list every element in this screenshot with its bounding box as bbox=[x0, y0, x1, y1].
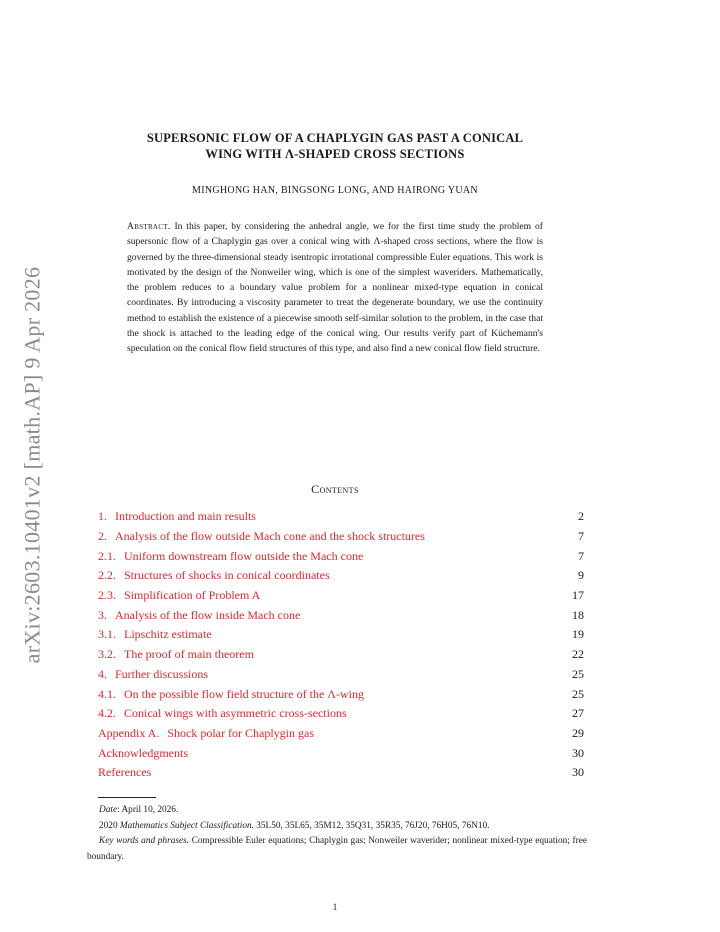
toc-link[interactable] bbox=[98, 588, 260, 603]
page-number: 1 bbox=[332, 902, 338, 912]
abstract bbox=[127, 219, 543, 357]
table-of-contents bbox=[98, 507, 584, 783]
toc-section-title: The proof of main theorem bbox=[124, 647, 254, 662]
toc-section-title: Shock polar for Chaplygin gas bbox=[167, 725, 314, 740]
abstract-text: In this paper, by considering the anhedral angle, we for the first time study the problem of supersonic flow of a Chaplygin gas over a conical wing with Λ-shaped cross sections, where the flow is governed by the three-dimensional steady isentropic irrotational compressible Euler equations. This work is motivated by the design of the Nonweiler wing, which is one of the simplest waveriders. Mathematically, the problem reduces to a boundary value problem for a nonlinear mixed-type equation in conical coordinates. By introducing a viscosity parameter to treat the degenerate boundary, we use the continuity method to establish the existence of a piecewise smooth self-similar solution to the problem, in the case that the shock is attached to the leading edge of the conical wing. Our results verify part of Küchemann's speculation on the conical flow field structures of this type, and also find a new conical flow field structure. bbox=[127, 221, 543, 355]
toc-link[interactable] bbox=[98, 509, 256, 524]
toc-link[interactable] bbox=[98, 549, 363, 564]
toc-row bbox=[98, 527, 584, 547]
toc-link[interactable] bbox=[98, 647, 254, 662]
toc-section-number: 2.2. bbox=[98, 568, 116, 583]
footnote-keywords bbox=[87, 834, 587, 865]
toc-section-title: Simplification of Problem A bbox=[124, 588, 261, 603]
toc-section-title: Analysis of the flow inside Mach cone bbox=[115, 607, 301, 622]
toc-row bbox=[98, 507, 584, 527]
toc-row bbox=[98, 704, 584, 724]
toc-link[interactable] bbox=[98, 726, 314, 741]
toc-section-number: 4. bbox=[98, 666, 107, 681]
toc-section-title: Introduction and main results bbox=[115, 509, 256, 524]
toc-section-title: On the possible flow field structure of the Λ-wing bbox=[124, 686, 364, 701]
toc-section-title: References bbox=[98, 765, 152, 780]
toc-row bbox=[98, 665, 584, 685]
toc-page-number: 18 bbox=[572, 607, 584, 622]
contents-heading: Contents bbox=[311, 482, 359, 496]
date-value: : April 10, 2026. bbox=[117, 805, 179, 815]
title-line-1: SUPERSONIC FLOW OF A CHAPLYGIN GAS PAST A CONICAL bbox=[146, 131, 524, 145]
toc-row bbox=[98, 763, 584, 783]
paper-title bbox=[82, 130, 588, 162]
toc-section-number: 2.1. bbox=[98, 548, 116, 563]
toc-section-number: 2. bbox=[98, 529, 107, 544]
toc-section-title: Uniform downstream flow outside the Mach cone bbox=[124, 548, 364, 563]
toc-page-number: 25 bbox=[572, 666, 584, 681]
toc-page-number: 22 bbox=[572, 647, 584, 662]
toc-row bbox=[98, 605, 584, 625]
toc-section-title: Analysis of the flow outside Mach cone and the shock structures bbox=[115, 529, 425, 544]
toc-link[interactable] bbox=[98, 706, 347, 721]
toc-section-title: Further discussions bbox=[115, 666, 208, 681]
footnote-date bbox=[87, 803, 587, 819]
toc-section-number: 2.3. bbox=[98, 588, 116, 603]
footnotes bbox=[87, 803, 587, 865]
toc-row bbox=[98, 546, 584, 566]
toc-page-number: 19 bbox=[572, 627, 584, 642]
msc-prefix: 2020 bbox=[99, 820, 120, 831]
arxiv-stamp bbox=[8, 255, 56, 675]
toc-page-number: 29 bbox=[572, 725, 584, 740]
authors: MINGHONG HAN, BINGSONG LONG, AND HAIRONG YUAN bbox=[192, 185, 478, 196]
toc-row bbox=[98, 566, 584, 586]
toc-section-number: 4.2. bbox=[98, 706, 116, 721]
toc-row bbox=[98, 625, 584, 645]
toc-page-number: 2 bbox=[578, 509, 584, 524]
title-line-2: WING WITH Λ-SHAPED CROSS SECTIONS bbox=[205, 147, 465, 161]
toc-link[interactable] bbox=[98, 627, 212, 642]
toc-page-number: 27 bbox=[572, 706, 584, 721]
arxiv-identifier: arXiv:2603.10401v2 [math.AP] 9 Apr 2026 bbox=[19, 266, 45, 664]
toc-page-number: 25 bbox=[572, 686, 584, 701]
toc-page-number: 9 bbox=[578, 568, 584, 583]
toc-section-number: 3. bbox=[98, 607, 107, 622]
toc-link[interactable] bbox=[98, 608, 300, 623]
footnote-rule bbox=[98, 797, 156, 798]
toc-page-number: 30 bbox=[572, 745, 584, 760]
toc-section-number: 4.1. bbox=[98, 686, 116, 701]
toc-link[interactable] bbox=[98, 568, 330, 583]
toc-link[interactable] bbox=[98, 529, 425, 544]
toc-link[interactable] bbox=[98, 765, 151, 780]
toc-section-title: Structures of shocks in conical coordinates bbox=[124, 568, 330, 583]
msc-label: Mathematics Subject Classification. bbox=[119, 820, 254, 831]
toc-row bbox=[98, 743, 584, 763]
toc-row bbox=[98, 586, 584, 606]
toc-section-title: Lipschitz estimate bbox=[124, 627, 212, 642]
toc-page-number: 7 bbox=[578, 548, 584, 563]
toc-section-number: Appendix A. bbox=[98, 725, 160, 740]
date-label: Date bbox=[99, 805, 118, 815]
keywords-value: Compressible Euler equations; Chaplygin gas; Nonweiler waverider; nonlinear mixed-type equation; free boundary. bbox=[87, 836, 587, 862]
toc-link[interactable] bbox=[98, 746, 188, 761]
keywords-label: Key words and phrases. bbox=[99, 836, 190, 846]
msc-value: 35L50, 35L65, 35M12, 35Q31, 35R35, 76J20, 76H05, 76N10. bbox=[253, 820, 490, 831]
toc-section-title: Conical wings with asymmetric cross-sections bbox=[124, 706, 347, 721]
toc-row bbox=[98, 645, 584, 665]
toc-row bbox=[98, 724, 584, 744]
toc-section-number: 3.1. bbox=[98, 627, 116, 642]
toc-section-number: 1. bbox=[98, 509, 107, 524]
toc-row bbox=[98, 684, 584, 704]
toc-section-title: Acknowledgments bbox=[98, 745, 188, 760]
toc-page-number: 17 bbox=[572, 588, 584, 603]
toc-link[interactable] bbox=[98, 687, 364, 702]
abstract-label: Abstract. bbox=[127, 221, 171, 232]
toc-page-number: 7 bbox=[578, 529, 584, 544]
toc-page-number: 30 bbox=[572, 765, 584, 780]
toc-section-number: 3.2. bbox=[98, 647, 116, 662]
footnote-msc bbox=[87, 819, 587, 835]
toc-link[interactable] bbox=[98, 667, 208, 682]
